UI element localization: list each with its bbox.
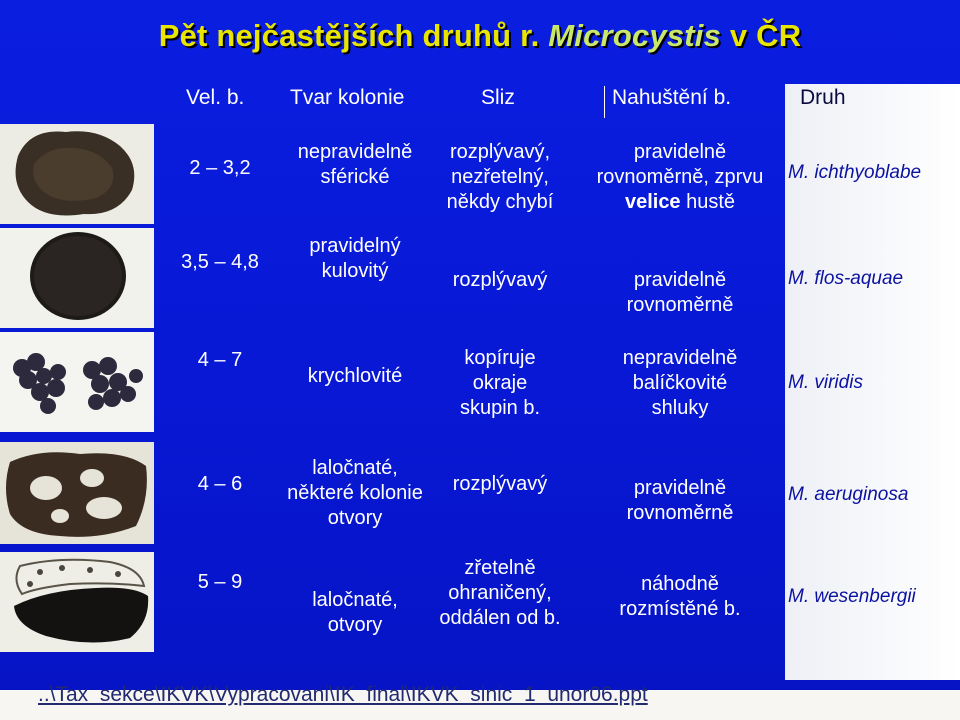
row4-mucilage: rozplývavý [452,473,548,495]
colony-image-wesenbergii-art [0,552,154,652]
colony-image-viridis-art [0,332,154,432]
row1-shape-line: sférické [320,166,390,188]
header-cell-density: Nahuštění b. [612,86,732,109]
species-flos-aquae: M. flos-aquae [788,268,904,289]
row2-shape-line: kulovitý [321,260,389,282]
colony-image-aeruginosa [0,442,154,544]
colony-image-wesenbergii [0,552,154,652]
row4-size: 4 – 6 [197,473,243,495]
row5-mucilage [415,556,585,631]
row1-density-line: pravidelně [633,141,727,163]
row1-density-line [585,190,775,215]
row5-shape-line: laločnaté, [312,589,398,611]
title-main: Pět nejčastějších druhů r. [158,18,549,53]
header-species: Druh [800,86,846,109]
row1-density-emphasis: velice [624,191,681,213]
row2-density-line: rovnoměrně [626,294,734,316]
header-colony-shape: Tvar kolonie [290,86,405,109]
row5-size: 5 – 9 [197,571,243,593]
row1-density [585,140,775,215]
species-wesenbergii: M. wesenbergii [788,586,916,607]
row3-shape: krychlovité [307,365,403,387]
colony-image-ichthyoblabe-art [0,124,154,224]
row3-mucilage-line: kopíruje [464,347,536,369]
row3-density-line: shluky [651,397,709,419]
row4-shape-line: otvory [327,507,383,529]
title-suffix: v ČR [721,18,802,53]
slide-title [0,18,960,54]
row1-mucilage [415,140,585,215]
row2-mucilage: rozplývavý [452,269,548,291]
row1-mucilage-line: rozplývavý, [449,141,551,163]
header-mucilage: Sliz [481,86,515,109]
row3-density [585,346,775,421]
row2-density-line: pravidelně [633,269,727,291]
row5-mucilage-line: ohraničený, [448,582,552,604]
row1-size: 2 – 3,2 [189,157,251,179]
row1-density-end: hustě [680,191,736,213]
row3-density-line: balíčkovité [632,372,728,394]
species-ichthyoblabe: M. ichthyoblabe [788,162,922,183]
row3-size: 4 – 7 [197,349,243,371]
header-divider [604,86,605,118]
row4-density [585,476,775,526]
row3-mucilage [415,346,585,421]
row3-mucilage-line: skupin b. [459,397,541,419]
row3-density-line: nepravidelně [622,347,738,369]
ppt-file-link[interactable]: ..\Tax_sekce\IKVK\Vypracovani\IK_final\IKVK_sinic_1_unor06.ppt [38,683,648,706]
row4-density-line: pravidelně [633,477,727,499]
title-genus: Microcystis [548,18,722,53]
row5-density [585,572,775,622]
row4-shape-line: některé kolonie [287,482,423,504]
row5-mucilage-line: oddálen od b. [439,607,561,629]
row3-mucilage-line: okraje [472,372,528,394]
row4-density-line: rovnoměrně [626,502,734,524]
colony-image-flos-aquae [0,228,154,328]
colony-image-viridis [0,332,154,432]
row5-density-line: rozmístěné b. [619,598,741,620]
row2-shape-line: pravidelný [309,235,401,257]
colony-image-flos-aquae-art [0,228,154,328]
row1-mucilage-line: někdy chybí [446,191,554,213]
row5-mucilage-line: zřetelně [464,557,536,579]
row2-size: 3,5 – 4,8 [181,251,259,273]
row1-shape-line: nepravidelně [297,141,413,163]
colony-image-aeruginosa-art [0,442,154,544]
row5-shape-line: otvory [327,614,383,636]
row2-density [585,268,775,318]
header-cell-size: Vel. b. [186,86,245,109]
colony-image-ichthyoblabe [0,124,154,224]
row1-mucilage-line: nezřetelný, [451,166,549,188]
row4-shape-line: laločnaté, [312,457,398,479]
species-viridis: M. viridis [788,372,863,393]
row1-density-line: rovnoměrně, zprvu [596,166,764,188]
row5-density-line: náhodně [641,573,719,595]
species-aeruginosa: M. aeruginosa [788,484,909,505]
